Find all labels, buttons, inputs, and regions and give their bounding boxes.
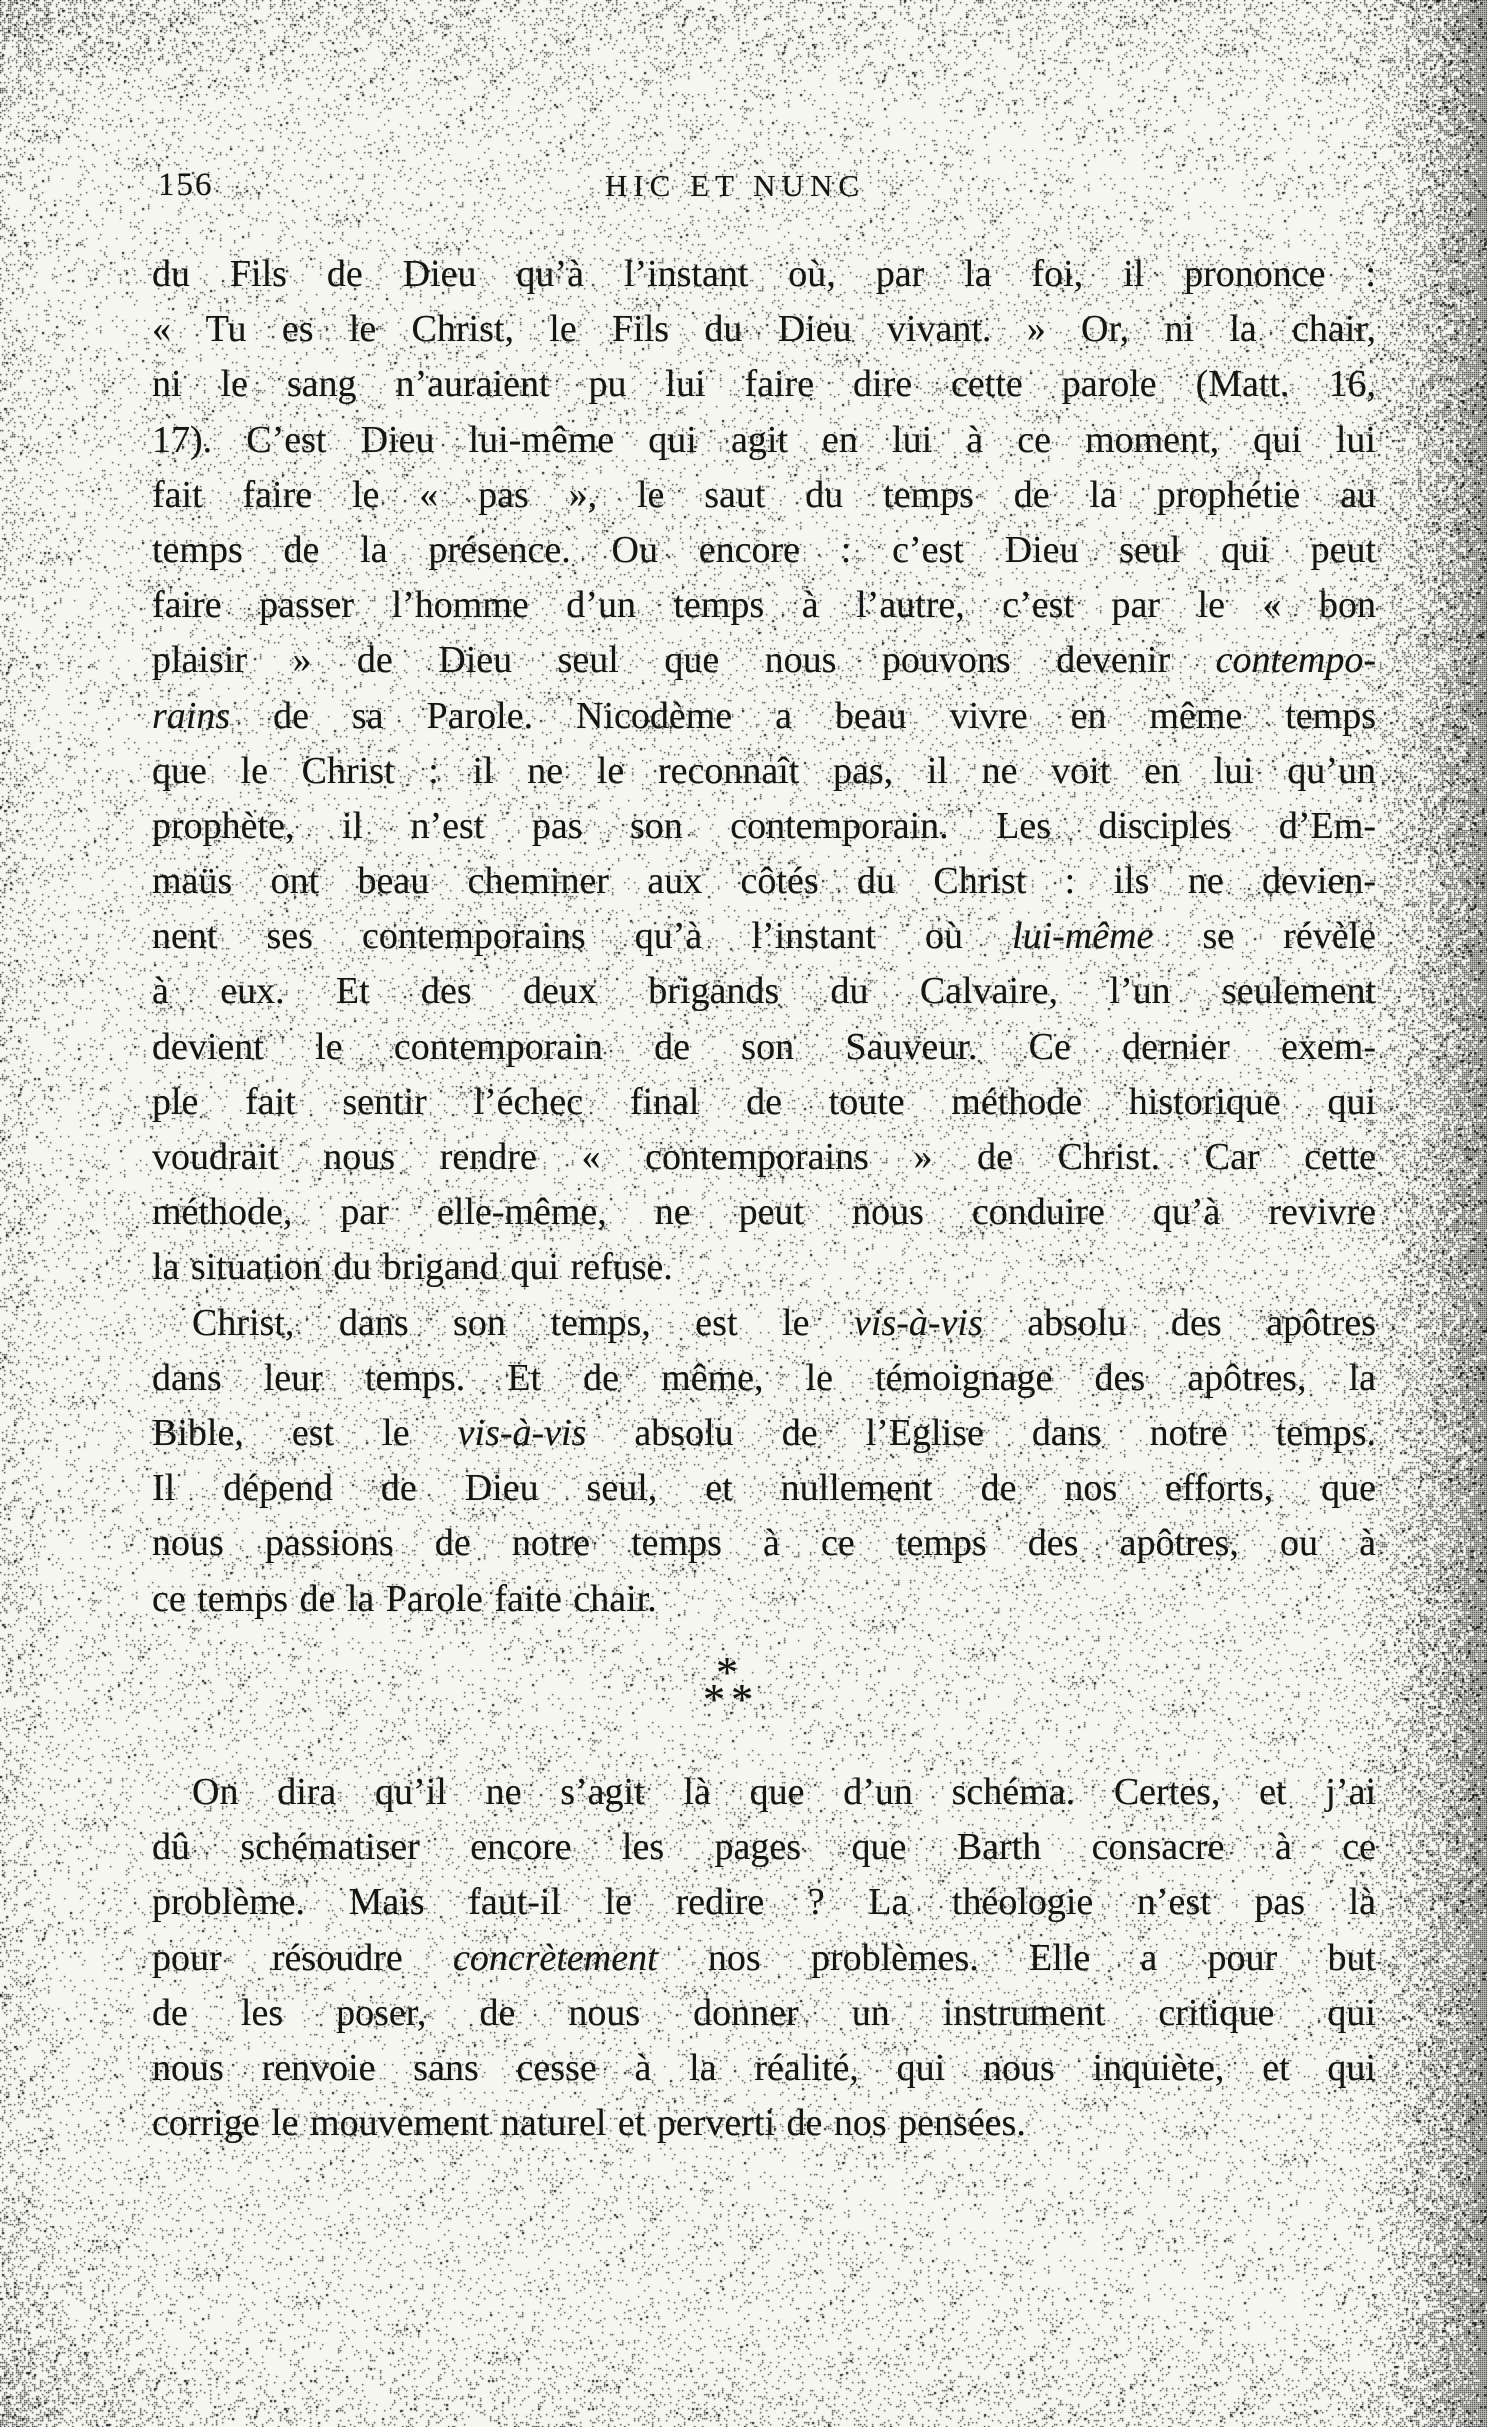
text-line bbox=[152, 1516, 1376, 1571]
text-line bbox=[152, 578, 1376, 633]
text-line bbox=[152, 2096, 1376, 2151]
text-line bbox=[152, 909, 1376, 964]
italic-segment: rains bbox=[152, 694, 231, 737]
italic-segment: vis-à-vis bbox=[457, 1411, 587, 1454]
text-segment: se révèle bbox=[1153, 915, 1376, 958]
text-segment: à eux. Et des deux brigands du Calvaire, l’un seulement bbox=[152, 970, 1376, 1013]
text-segment: la situation du brigand qui refuse. bbox=[152, 1246, 673, 1289]
italic-segment: contempo- bbox=[1215, 639, 1376, 682]
text-segment: corrige le mouvement naturel et perverti de nos pensées. bbox=[152, 2102, 1026, 2145]
text-segment: nos problèmes. Elle a pour but bbox=[657, 1936, 1376, 1979]
asterisk-glyph: * bbox=[716, 1647, 738, 1697]
text-line bbox=[152, 1875, 1376, 1930]
text-segment: fait faire le « pas », le saut du temps de la prophétie au bbox=[152, 473, 1376, 516]
text-line bbox=[152, 2041, 1376, 2096]
text-line bbox=[152, 468, 1376, 523]
text-segment: nent ses contemporains qu’à l’instant où bbox=[152, 915, 1013, 958]
text-line bbox=[152, 357, 1376, 412]
text-segment: ni le sang n’auraient pu lui faire dire cette parole (Matt. 16, bbox=[152, 363, 1376, 406]
text-line bbox=[152, 247, 1376, 302]
text-line bbox=[152, 302, 1376, 357]
text-line bbox=[152, 1020, 1376, 1075]
text-line bbox=[152, 1931, 1376, 1986]
text-line bbox=[152, 523, 1376, 578]
paragraph bbox=[152, 1765, 1376, 2151]
text-line bbox=[152, 1820, 1376, 1875]
text-segment: plaisir » de Dieu seul que nous pouvons devenir bbox=[152, 639, 1216, 682]
text-segment: absolu de l’Eglise dans notre temps. bbox=[586, 1411, 1376, 1454]
text-segment: ce temps de la Parole faite chair. bbox=[152, 1577, 657, 1620]
text-segment: prophète, il n’est pas son contemporain. Les disciples d’Em- bbox=[152, 804, 1376, 847]
text-line bbox=[152, 1296, 1376, 1351]
asterism-separator bbox=[152, 1627, 1376, 1765]
text-line bbox=[152, 1986, 1376, 2041]
text-segment: devient le contemporain de son Sauveur. Ce dernier exem- bbox=[152, 1025, 1376, 1068]
text-segment: 17). C’est Dieu lui-même qui agit en lui à ce moment, qui lui bbox=[152, 418, 1376, 461]
text-line bbox=[152, 689, 1376, 744]
text-segment: Christ, dans son temps, est le bbox=[192, 1301, 855, 1344]
paragraph bbox=[152, 1296, 1376, 1627]
text-line bbox=[152, 964, 1376, 1019]
text-segment: nous passions de notre temps à ce temps des apôtres, ou à bbox=[152, 1522, 1376, 1565]
text-line bbox=[152, 633, 1376, 688]
page-header bbox=[152, 163, 1376, 209]
text-segment: de les poser, de nous donner un instrument critique qui bbox=[152, 1991, 1376, 2034]
text-segment: absolu des apôtres bbox=[982, 1301, 1376, 1344]
text-line bbox=[152, 1075, 1376, 1130]
text-line bbox=[152, 1461, 1376, 1516]
text-segment: nous renvoie sans cesse à la réalité, qui nous inquiète, et qui bbox=[152, 2047, 1376, 2090]
text-line bbox=[152, 1185, 1376, 1240]
text-line bbox=[152, 1765, 1376, 1820]
text-line bbox=[152, 854, 1376, 909]
italic-segment: vis-à-vis bbox=[854, 1301, 983, 1344]
text-segment: pour résoudre bbox=[152, 1936, 453, 1979]
text-segment: méthode, par elle-même, ne peut nous conduire qu’à revivre bbox=[152, 1191, 1376, 1234]
italic-segment: lui-même bbox=[1012, 915, 1154, 958]
text-segment: Bible, est le bbox=[152, 1411, 458, 1454]
text-line bbox=[152, 744, 1376, 799]
running-title: HIC ET NUNC bbox=[604, 168, 866, 203]
paragraph bbox=[152, 247, 1376, 1296]
text-line bbox=[152, 1240, 1376, 1295]
text-segment: voudrait nous rendre « contemporains » de Christ. Car cette bbox=[152, 1136, 1376, 1178]
text-line bbox=[152, 1572, 1376, 1627]
text-segment: problème. Mais faut-il le redire ? La théologie n’est pas là bbox=[152, 1881, 1376, 1924]
text-segment: de sa Parole. Nicodème a beau vivre en même temps bbox=[230, 694, 1376, 737]
asterisk-glyph: * bbox=[731, 1674, 753, 1724]
page-number: 156 bbox=[158, 167, 214, 203]
text-segment: dû schématiser encore les pages que Barth consacre à ce bbox=[152, 1826, 1376, 1869]
text-segment: dans leur temps. Et de même, le témoignage des apôtres, la bbox=[152, 1356, 1376, 1399]
text-segment: que le Christ : il ne le reconnaît pas, il ne voit en lui qu’un bbox=[152, 749, 1376, 792]
text-segment: ple fait sentir l’échec final de toute méthode historique qui bbox=[152, 1080, 1376, 1123]
asterisk-glyph: * bbox=[703, 1674, 725, 1724]
text-segment: Il dépend de Dieu seul, et nullement de nos efforts, que bbox=[152, 1467, 1376, 1510]
text-segment: faire passer l’homme d’un temps à l’autre, c’est par le « bon bbox=[152, 584, 1376, 627]
text-line bbox=[152, 1406, 1376, 1461]
text-segment: du Fils de Dieu qu’à l’instant où, par la foi, il prononce : bbox=[152, 253, 1376, 295]
text-segment: « Tu es le Christ, le Fils du Dieu vivant. » Or, ni la chair, bbox=[152, 308, 1376, 351]
page-text bbox=[152, 247, 1376, 2151]
text-line bbox=[152, 1351, 1376, 1406]
text-segment: maüs ont beau cheminer aux côtés du Christ : ils ne devien- bbox=[152, 860, 1376, 903]
italic-segment: concrètement bbox=[452, 1936, 658, 1979]
text-line bbox=[152, 799, 1376, 854]
text-line bbox=[152, 1130, 1376, 1185]
text-segment: temps de la présence. Ou encore : c’est Dieu seul qui peut bbox=[152, 528, 1376, 571]
text-segment: On dira qu’il ne s’agit là que d’un schéma. Certes, et j’ai bbox=[192, 1771, 1376, 1814]
text-line bbox=[152, 413, 1376, 468]
